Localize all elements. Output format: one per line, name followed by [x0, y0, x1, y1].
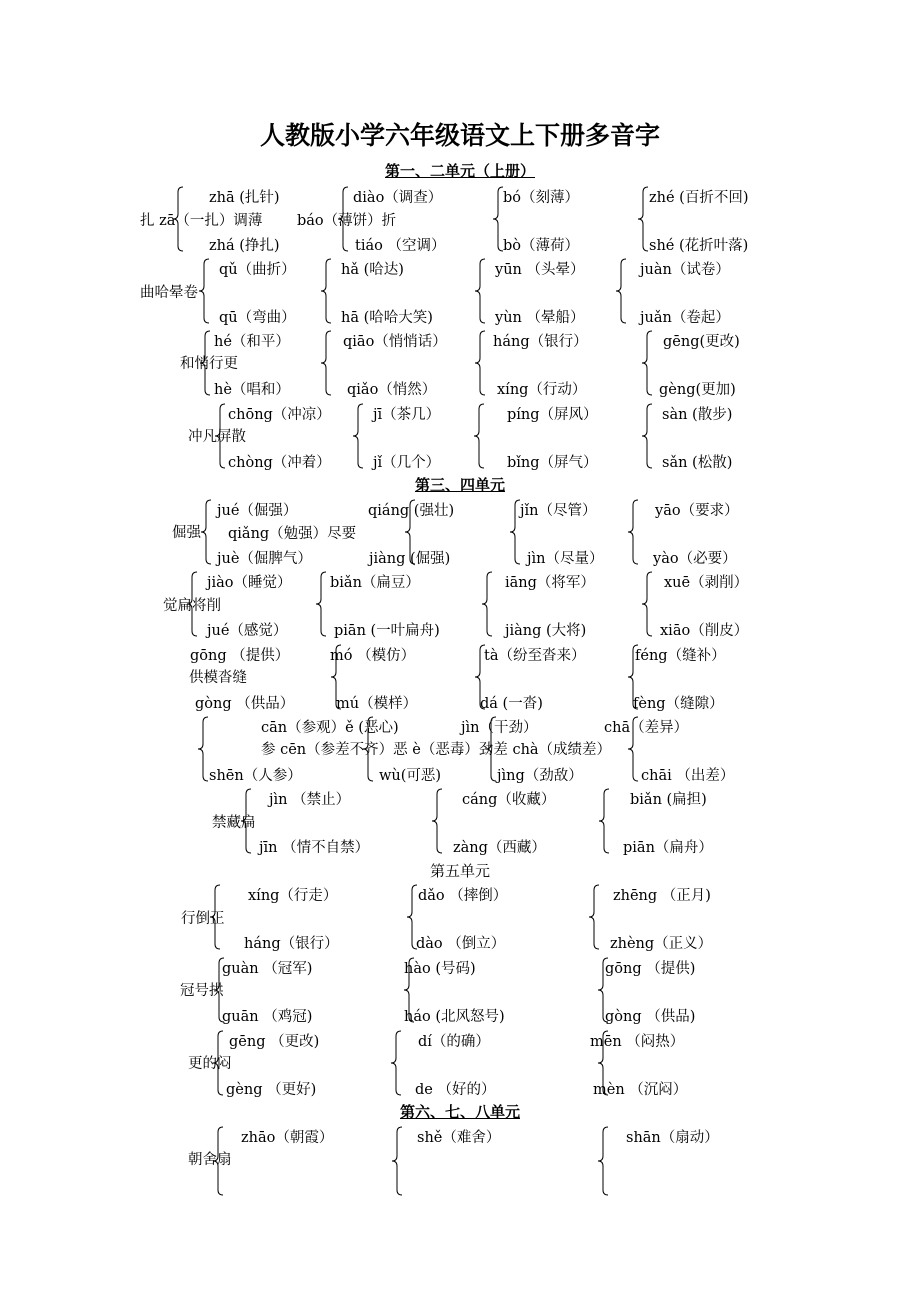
pinyin-entry: xuē（剥削） — [664, 575, 749, 591]
pinyin-entry: mēn （闷热） — [590, 1034, 685, 1050]
pinyin-entry: gòng （供品) — [605, 1009, 696, 1025]
pinyin-entry: qū（弯曲） — [219, 310, 296, 326]
section-heading-1: 第一、二单元（上册） — [384, 162, 535, 180]
pinyin-entry: jiào（睡觉） — [207, 575, 292, 591]
pinyin-entry: dí（的确） — [418, 1034, 490, 1050]
pinyin-entry: mèn （沉闷） — [593, 1082, 688, 1098]
brace-icon — [406, 884, 418, 950]
pinyin-entry: yāo（要求） — [655, 503, 739, 519]
brace-icon — [209, 884, 221, 950]
pinyin-entry: zhā (扎针) — [209, 190, 280, 206]
pinyin-entry: háng（银行） — [493, 334, 588, 350]
pinyin-entry: féng（缝补） — [635, 648, 726, 664]
brace-icon — [240, 788, 252, 854]
pinyin-entry: diào（调查） — [353, 190, 443, 206]
pinyin-entry: 行倒正 — [181, 911, 225, 927]
pinyin-entry: hǎ (哈达) — [341, 262, 404, 278]
brace-icon — [404, 499, 416, 565]
brace-icon — [337, 186, 349, 252]
brace-icon — [641, 571, 653, 637]
pinyin-entry: de （好的） — [415, 1082, 496, 1098]
brace-icon — [320, 330, 332, 396]
pinyin-entry: háo (北风怒号) — [404, 1009, 505, 1025]
page-title: 人教版小学六年级语文上下册多音字 — [259, 121, 660, 150]
pinyin-entry: shě（难舍） — [417, 1130, 501, 1146]
pinyin-entry: qǔ（曲折） — [219, 262, 296, 278]
pinyin-entry: chōng（冲凉） — [228, 407, 331, 423]
pinyin-entry: hè（唱和） — [214, 382, 290, 398]
pinyin-entry: zàng（西藏） — [453, 840, 546, 856]
brace-icon — [509, 499, 521, 565]
pinyin-entry: 朝舍扇 — [188, 1152, 232, 1168]
brace-icon — [403, 957, 415, 1023]
pinyin-entry: piān（扁舟） — [623, 840, 713, 856]
brace-icon — [481, 571, 493, 637]
pinyin-entry: chòng（冲着） — [228, 455, 331, 471]
pinyin-entry: xiāo（削皮） — [660, 623, 749, 639]
pinyin-entry: qiáng (强壮) — [368, 503, 455, 519]
pinyin-entry: zhèng（正义） — [610, 936, 713, 952]
pinyin-entry: gēng(更改) — [663, 334, 740, 350]
pinyin-entry: zhēng （正月) — [613, 888, 711, 904]
pinyin-entry: guàn （冠军) — [222, 961, 313, 977]
pinyin-entry: qiāo（悄悄话） — [343, 334, 447, 350]
pinyin-entry: shān（扇动） — [626, 1130, 719, 1146]
pinyin-entry: báo（薄饼）折 — [297, 213, 397, 229]
pinyin-entry: jìn （禁止） — [269, 792, 351, 808]
brace-icon — [597, 1030, 609, 1096]
pinyin-entry: dǎo （摔倒） — [418, 888, 508, 904]
pinyin-entry: gòng （供品） — [195, 696, 295, 712]
pinyin-entry: qiǎo（悄然） — [347, 382, 437, 398]
pinyin-entry: 参 cēn（参差不齐）恶 è（恶毒）劲差 chà（成绩差） — [261, 742, 612, 758]
pinyin-entry: háng（银行） — [244, 936, 339, 952]
brace-icon — [597, 957, 609, 1023]
brace-icon — [212, 1126, 224, 1196]
brace-icon — [362, 716, 374, 782]
brace-icon — [186, 571, 198, 637]
brace-icon — [391, 1126, 403, 1196]
pinyin-entry: yùn （晕船） — [495, 310, 585, 326]
pinyin-entry: mú（模样） — [336, 696, 418, 712]
brace-icon — [200, 499, 212, 565]
pinyin-entry: jiàng (倔强) — [369, 551, 451, 567]
pinyin-entry: bò（薄荷） — [503, 238, 580, 254]
brace-icon — [330, 644, 342, 710]
brace-icon — [473, 403, 485, 469]
brace-icon — [627, 716, 639, 782]
pinyin-entry: gēng （更改) — [229, 1034, 320, 1050]
brace-icon — [492, 186, 504, 252]
pinyin-entry: juǎn（卷起） — [640, 310, 730, 326]
pinyin-entry: jìng（劲敌） — [497, 768, 583, 784]
pinyin-entry: jué（倔强） — [217, 503, 298, 519]
brace-icon — [637, 186, 649, 252]
pinyin-entry: zhé (百折不回) — [649, 190, 749, 206]
pinyin-entry: hé（和平） — [214, 334, 290, 350]
pinyin-entry: 更的闷 — [188, 1056, 232, 1072]
brace-icon — [197, 716, 209, 782]
pinyin-entry: gèng （更好) — [226, 1082, 317, 1098]
brace-icon — [627, 644, 639, 710]
pinyin-entry: 觉扁将削 — [163, 598, 221, 614]
pinyin-entry: jiàng (大将) — [505, 623, 587, 639]
section-heading-4: 第六、七、八单元 — [399, 1103, 520, 1121]
brace-icon — [627, 499, 639, 565]
pinyin-entry: gèng(更加) — [659, 382, 736, 398]
pinyin-entry: 曲哈晕卷 — [140, 285, 198, 301]
brace-icon — [588, 884, 600, 950]
pinyin-entry: jìn（尽量） — [527, 551, 604, 567]
brace-icon — [352, 403, 364, 469]
brace-icon — [212, 1030, 224, 1096]
pinyin-entry: 冲凡屏散 — [188, 429, 246, 445]
pinyin-entry: jǐn（尽管） — [520, 503, 597, 519]
pinyin-entry: shé (花折叶落) — [649, 238, 749, 254]
brace-icon — [615, 258, 627, 324]
pinyin-entry: zhá (挣扎) — [209, 238, 280, 254]
pinyin-entry: juè（倔脾气） — [217, 551, 312, 567]
pinyin-entry: bǐng（屏气） — [507, 455, 598, 471]
pinyin-entry: piān (一叶扁舟) — [334, 623, 440, 639]
section-heading-3: 第五单元 — [429, 862, 490, 880]
pinyin-entry: dào （倒立） — [416, 936, 506, 952]
brace-icon — [172, 186, 184, 252]
pinyin-entry: 倔强 — [172, 525, 201, 541]
pinyin-entry: 供模沓缝 — [189, 670, 247, 686]
pinyin-entry: chā（差异） — [604, 720, 689, 736]
pinyin-entry: sǎn (松散) — [662, 455, 733, 471]
pinyin-entry: hào (号码) — [404, 961, 476, 977]
brace-icon — [641, 330, 653, 396]
pinyin-entry: iāng（将军） — [505, 575, 595, 591]
pinyin-entry: 冠号拱 — [180, 983, 224, 999]
pinyin-entry: chāi （出差） — [641, 768, 735, 784]
pinyin-entry: jìn（干劲） — [461, 720, 538, 736]
brace-icon — [474, 644, 486, 710]
brace-icon — [390, 1030, 402, 1096]
brace-icon — [199, 330, 211, 396]
pinyin-entry: tà（纷至沓来） — [484, 648, 586, 664]
pinyin-entry: yào（必要） — [653, 551, 737, 567]
pinyin-entry: 禁藏扁 — [212, 815, 256, 831]
pinyin-entry: biǎn（扁豆） — [330, 575, 420, 591]
section-heading-2: 第三、四单元 — [414, 476, 505, 494]
pinyin-entry: hā (哈哈大笑) — [341, 310, 433, 326]
pinyin-entry: xíng（行走） — [248, 888, 338, 904]
pinyin-entry: yūn （头晕） — [495, 262, 585, 278]
pinyin-entry: bó（刻薄） — [503, 190, 580, 206]
pinyin-entry: jué（感觉） — [207, 623, 288, 639]
brace-icon — [474, 258, 486, 324]
pinyin-entry: zhāo（朝霞） — [241, 1130, 334, 1146]
pinyin-entry: sàn (散步) — [662, 407, 733, 423]
brace-icon — [214, 403, 226, 469]
pinyin-entry: juàn（试卷） — [640, 262, 730, 278]
pinyin-entry: 和悄行更 — [180, 356, 238, 372]
pinyin-entry: píng（屏风） — [507, 407, 598, 423]
pinyin-entry: mó （模仿） — [330, 648, 416, 664]
pinyin-entry: jǐ（几个） — [373, 455, 441, 471]
pinyin-entry: jī（茶几） — [373, 407, 441, 423]
pinyin-entry: biǎn (扁担) — [630, 792, 707, 808]
pinyin-entry: qiǎng（勉强）尽要 — [228, 526, 357, 542]
brace-icon — [641, 403, 653, 469]
brace-icon — [315, 571, 327, 637]
brace-icon — [598, 788, 610, 854]
pinyin-entry: gōng （提供) — [605, 961, 696, 977]
pinyin-entry: xíng（行动） — [497, 382, 587, 398]
pinyin-entry: cān（参观）ě (恶心) — [261, 720, 399, 736]
brace-icon — [320, 258, 332, 324]
pinyin-entry: 扎 zā（一扎）调薄 — [140, 213, 263, 229]
pinyin-entry: dá (一沓) — [480, 696, 543, 712]
pinyin-entry: fèng（缝隙） — [633, 696, 724, 712]
pinyin-entry: tiáo （空调） — [355, 238, 446, 254]
brace-icon — [431, 788, 443, 854]
brace-icon — [213, 957, 225, 1023]
brace-icon — [198, 258, 210, 324]
pinyin-entry: gōng （提供） — [190, 648, 290, 664]
pinyin-entry: wù(可恶) — [379, 768, 442, 784]
pinyin-entry: cáng（收藏） — [462, 792, 556, 808]
pinyin-entry: guān （鸡冠) — [222, 1009, 313, 1025]
brace-icon — [485, 716, 497, 782]
brace-icon — [474, 330, 486, 396]
brace-icon — [597, 1126, 609, 1196]
pinyin-entry: shēn（人参） — [209, 768, 302, 784]
pinyin-entry: jīn （情不自禁） — [259, 840, 370, 856]
